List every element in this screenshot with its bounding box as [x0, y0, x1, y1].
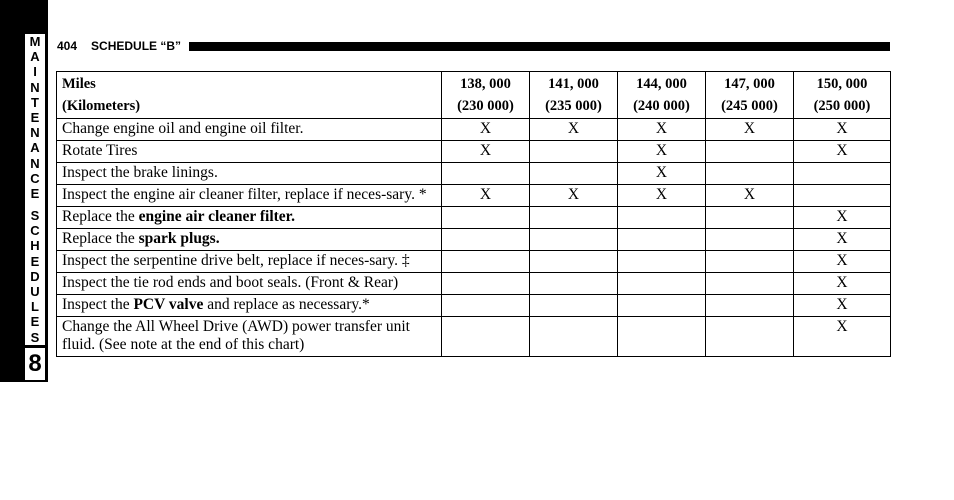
service-mark: X — [794, 207, 891, 229]
column-km: (245 000) — [721, 98, 778, 114]
page-header — [57, 37, 890, 55]
maintenance-schedule-table — [56, 71, 891, 357]
column-miles: 150, 000 — [816, 76, 868, 92]
service-mark — [530, 163, 618, 185]
chapter-side-tab — [0, 0, 48, 382]
side-tab-letter: L — [31, 299, 39, 315]
service-text: Inspect the brake linings. — [62, 164, 218, 181]
table-row — [57, 141, 891, 163]
service-mark — [706, 273, 794, 295]
service-mark — [618, 295, 706, 317]
table-row — [57, 229, 891, 251]
service-description — [57, 295, 442, 317]
service-text: Rotate Tires — [62, 142, 138, 159]
service-mark — [706, 295, 794, 317]
service-description — [57, 251, 442, 273]
side-tab-letter: N — [30, 79, 40, 95]
service-mark — [794, 163, 891, 185]
side-tab-letter: A — [30, 140, 40, 156]
service-text: Replace the — [62, 230, 139, 247]
service-mark — [442, 229, 530, 251]
side-tab-letter: M — [29, 34, 41, 49]
service-emphasis: engine air cleaner filter. — [138, 208, 296, 225]
service-mark — [618, 207, 706, 229]
service-text: Change the All Wheel Drive (AWD) power transfer unit fluid. (See note at the end of this chart) — [62, 318, 410, 353]
service-mark: X — [794, 229, 891, 251]
table-row — [57, 295, 891, 317]
service-description — [57, 229, 442, 251]
service-text: Inspect the tie rod ends and boot seals. (Front & Rear) — [62, 274, 399, 291]
service-mark — [530, 207, 618, 229]
service-mark: X — [794, 273, 891, 295]
service-mark: X — [442, 119, 530, 141]
service-mark — [530, 251, 618, 273]
table-row — [57, 251, 891, 273]
service-description — [57, 273, 442, 295]
service-mark — [442, 317, 530, 357]
table-row — [57, 163, 891, 185]
service-mark — [442, 251, 530, 273]
service-mark: X — [794, 141, 891, 163]
column-miles: 147, 000 — [724, 76, 775, 92]
service-mark — [530, 141, 618, 163]
column-miles: 138, 000 — [460, 76, 511, 92]
side-tab-letters — [25, 34, 45, 345]
service-mark — [530, 317, 618, 357]
service-mark — [618, 317, 706, 357]
service-mark — [618, 229, 706, 251]
service-mark: X — [618, 163, 706, 185]
side-tab-letter: E — [30, 109, 40, 125]
service-mark — [706, 229, 794, 251]
side-tab-letter: C — [30, 170, 40, 186]
service-mark — [530, 229, 618, 251]
column-header — [618, 72, 706, 119]
service-mark: X — [530, 185, 618, 207]
column-header — [442, 72, 530, 119]
side-tab-letter: E — [30, 253, 40, 269]
side-tab-letter: E — [30, 185, 40, 201]
column-miles: 141, 000 — [548, 76, 599, 92]
table-row — [57, 317, 891, 357]
service-text: Inspect the — [62, 296, 134, 313]
service-emphasis: PCV valve — [133, 296, 204, 313]
service-mark — [706, 141, 794, 163]
column-header — [794, 72, 891, 119]
table-row — [57, 273, 891, 295]
miles-header — [57, 72, 442, 119]
page-number: 404 — [57, 39, 78, 53]
service-mark — [442, 273, 530, 295]
service-mark — [618, 273, 706, 295]
chapter-number: 8 — [25, 348, 45, 380]
service-mark — [442, 295, 530, 317]
service-description — [57, 163, 442, 185]
column-header — [530, 72, 618, 119]
service-mark: X — [794, 295, 891, 317]
service-mark: X — [706, 119, 794, 141]
service-mark — [706, 207, 794, 229]
table-row — [57, 207, 891, 229]
service-mark — [530, 295, 618, 317]
service-mark: X — [794, 317, 891, 357]
service-mark — [706, 317, 794, 357]
service-description — [57, 207, 442, 229]
side-tab-letter: E — [30, 314, 40, 330]
service-mark: X — [794, 251, 891, 273]
column-km: (240 000) — [633, 98, 690, 114]
service-text: Replace the — [62, 208, 139, 225]
service-mark — [530, 273, 618, 295]
service-mark — [618, 251, 706, 273]
service-text: Change engine oil and engine oil filter. — [62, 120, 304, 137]
column-km: (250 000) — [813, 98, 871, 114]
table-header-row — [57, 72, 891, 119]
service-text: Inspect the serpentine drive belt, replace if neces-sary. ‡ — [62, 252, 410, 269]
service-mark — [794, 185, 891, 207]
service-mark — [442, 163, 530, 185]
side-tab-letter: N — [30, 125, 40, 141]
side-tab-letter: N — [30, 155, 40, 171]
column-header — [706, 72, 794, 119]
column-km: (230 000) — [457, 98, 514, 114]
page-title: SCHEDULE “B” — [91, 39, 182, 53]
table-row — [57, 119, 891, 141]
service-mark — [442, 207, 530, 229]
column-miles: 144, 000 — [636, 76, 687, 92]
service-mark: X — [618, 141, 706, 163]
service-mark: X — [442, 185, 530, 207]
service-text: Inspect the engine air cleaner filter, replace if neces-sary. * — [62, 186, 427, 203]
service-mark: X — [794, 119, 891, 141]
side-tab-letter: D — [30, 268, 40, 284]
miles-label: Miles — [62, 76, 96, 92]
table-row — [57, 185, 891, 207]
service-text: and replace as necessary.* — [203, 296, 370, 313]
service-description — [57, 317, 442, 357]
side-tab-letter: T — [31, 94, 39, 110]
side-tab-letter: C — [30, 223, 40, 239]
service-description — [57, 185, 442, 207]
side-tab-letter: S — [30, 208, 40, 224]
side-tab-letter: U — [30, 284, 40, 299]
side-tab-letter: A — [30, 49, 40, 65]
service-emphasis: spark plugs. — [138, 230, 220, 247]
service-description — [57, 141, 442, 163]
service-mark: X — [618, 119, 706, 141]
side-tab-letter: H — [30, 238, 40, 254]
header-rule — [189, 42, 890, 51]
service-description — [57, 119, 442, 141]
side-tab-letter: S — [30, 329, 40, 345]
service-mark: X — [706, 185, 794, 207]
service-mark: X — [530, 119, 618, 141]
kilometers-label: (Kilometers) — [62, 98, 141, 114]
side-tab-letter: I — [33, 64, 37, 80]
service-mark: X — [442, 141, 530, 163]
service-mark — [706, 251, 794, 273]
column-km: (235 000) — [545, 98, 602, 114]
service-mark: X — [618, 185, 706, 207]
service-mark — [706, 163, 794, 185]
